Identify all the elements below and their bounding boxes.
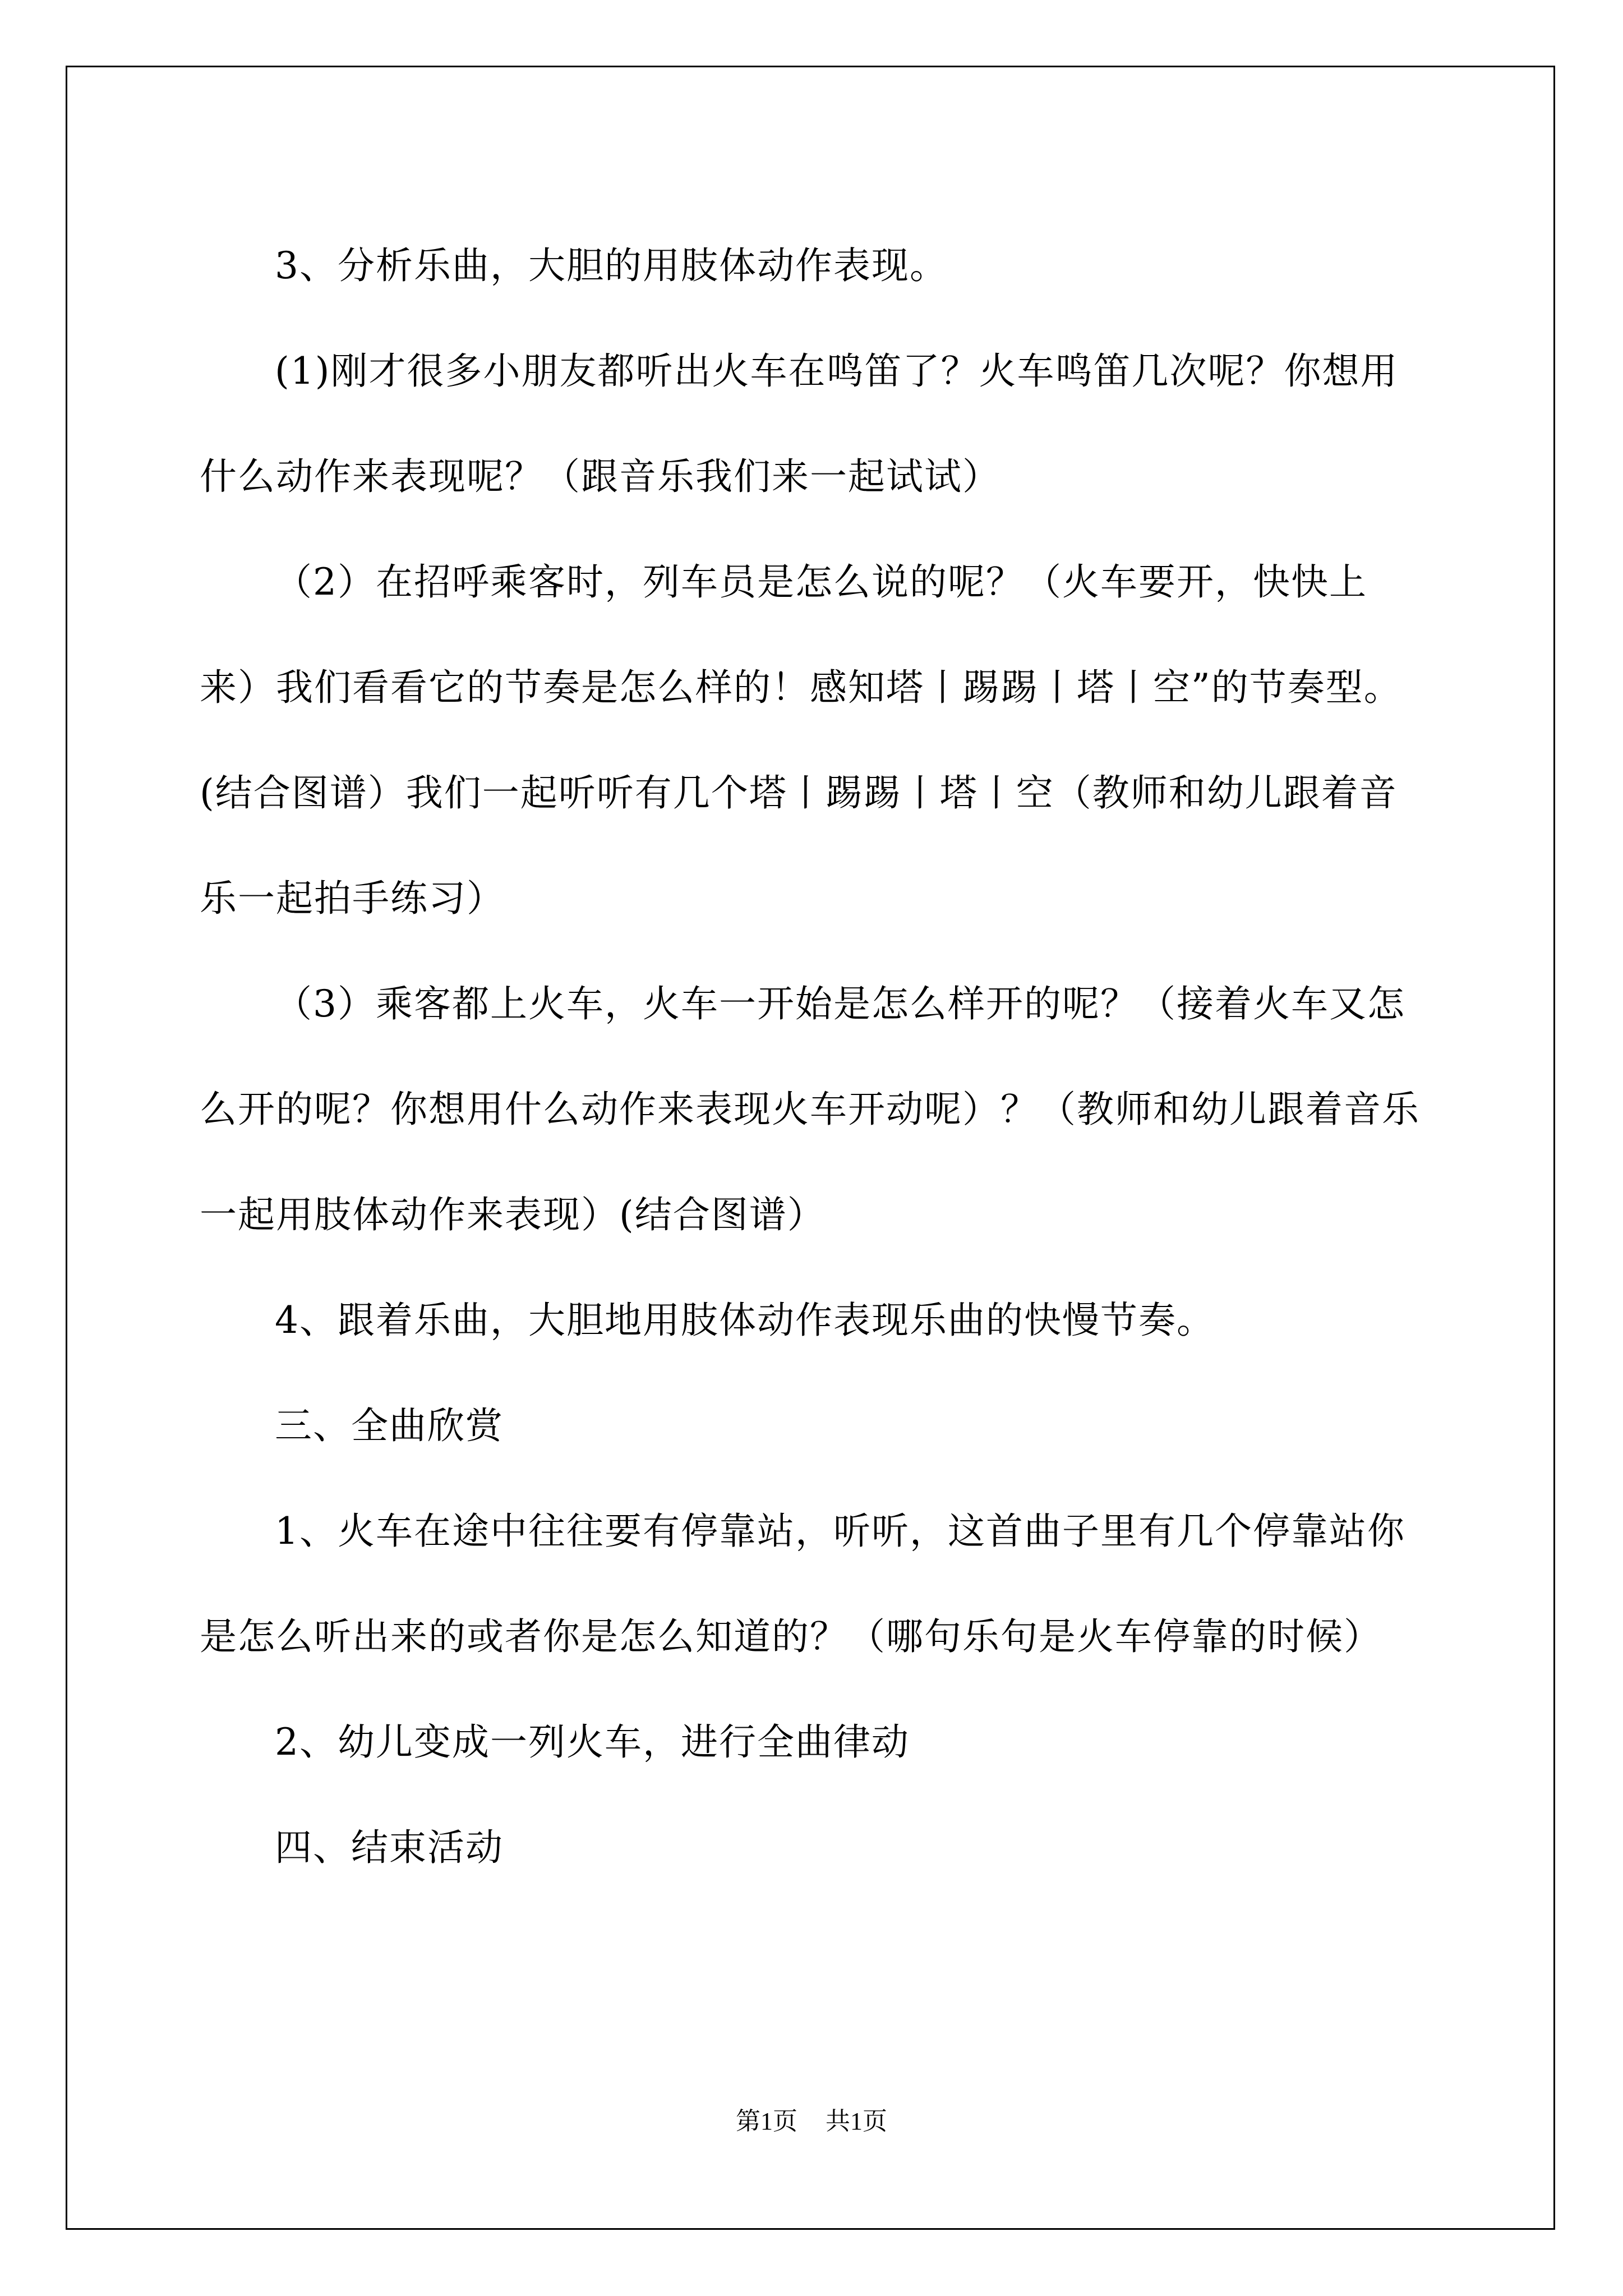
document-body bbox=[200, 213, 1422, 1901]
paragraph-item-2: （2）在招呼乘客时，列车员是怎么说的呢？（火车要开，快快上来）我们看看它的节奏是怎么样的！感知塔丨踢踢丨塔丨空”的节奏型。(结合图谱）我们一起听听有几个塔丨踢踢丨塔丨空（教师和幼儿跟着音乐一起拍手练习） bbox=[200, 560, 1402, 920]
paragraph-stops: 1、火车在途中往往要有停靠站，听听，这首曲子里有几个停靠站你是怎么听出来的或者你是怎么知道的？（哪句乐句是火车停靠的时候） bbox=[200, 1510, 1405, 1658]
paragraph-train-movement: 2、幼儿变成一列火车，进行全曲律动 bbox=[275, 1720, 910, 1764]
page-total: 共1页 bbox=[826, 2108, 887, 2135]
heading-full-song-appreciation: 三、全曲欣赏 bbox=[275, 1404, 504, 1447]
paragraph-section-3: 3、分析乐曲，大胆的用肢体动作表现。 bbox=[275, 244, 948, 287]
paragraph-item-1: (1)刚才很多小朋友都听出火车在鸣笛了？火车鸣笛几次呢？你想用什么动作来表现呢？（跟音乐我们来一起试试） bbox=[200, 349, 1399, 498]
heading-end-activity: 四、结束活动 bbox=[275, 1826, 504, 1869]
paragraph-section-4: 4、跟着乐曲，大胆地用肢体动作表现乐曲的快慢节奏。 bbox=[275, 1299, 1215, 1342]
paragraph-item-3: （3）乘客都上火车，火车一开始是怎么样开的呢？（接着火车又怎么开的呢？你想用什么动作来表现火车开动呢）？（教师和幼儿跟着音乐一起用肢体动作来表现）(结合图谱） bbox=[200, 982, 1420, 1236]
page-footer bbox=[0, 2101, 1623, 2137]
page-number: 第1页 bbox=[736, 2108, 797, 2135]
